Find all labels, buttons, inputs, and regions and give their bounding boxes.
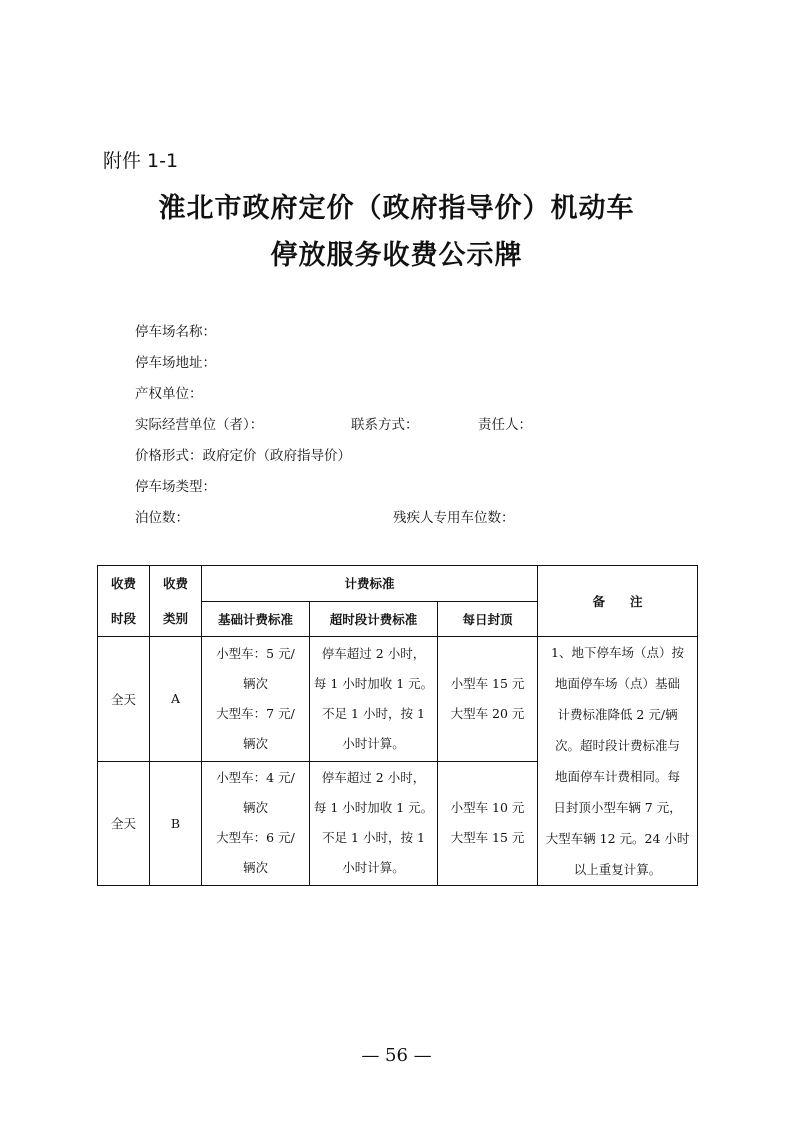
remarks-line-2: 地面停车场（点）基础 [555,676,681,691]
field-lot-address: 停车场地址： [135,355,216,371]
row-b-overtime-line-3: 不足 1 小时，按 1 [322,830,425,846]
header-billing-standard: 计费标准 [202,566,538,602]
row-a-overtime-line-1: 停车超过 2 小时， [321,645,426,661]
row-a-overtime-line-3: 不足 1 小时，按 1 [322,705,425,721]
row-b-overtime-line-1: 停车超过 2 小时， [321,770,426,786]
row-a-base-line-1: 小型车：5 元/ [216,645,295,661]
row-a-cap-line-2: 大型车 20 元 [450,705,525,721]
header-daily-cap: 每日封顶 [438,601,538,637]
row-b-cap-line-2: 大型车 15 元 [450,830,525,846]
header-charge-period [98,566,150,637]
field-responsible: 责任人： [478,417,532,433]
field-lot-name: 停车场名称： [135,324,216,340]
row-b-overtime-line-4: 小时计算。 [342,860,405,876]
page-number: — 56 — [361,1045,432,1066]
header-period-line-1: 收费 [110,576,136,591]
row-a-overtime-line-2: 每 1 小时加收 1 元。 [313,675,434,691]
remarks-line-5: 地面停车计费相同。每 [555,769,681,784]
row-a-base-line-2: 辆次 [242,675,268,691]
row-b-cap [438,761,538,886]
row-b-base-line-2: 辆次 [242,800,268,816]
attachment-label: 附件 1-1 [103,150,179,172]
document-title-line-2: 停放服务收费公示牌 [270,240,523,271]
header-base-standard: 基础计费标准 [202,601,310,637]
field-disabled-spaces: 残疾人专用车位数： [393,510,515,526]
row-a-cap-line-1: 小型车 15 元 [450,675,525,691]
row-a-base-line-4: 辆次 [242,735,268,751]
header-overtime-standard: 超时段计费标准 [310,601,438,637]
row-b-base-line-4: 辆次 [242,860,268,876]
field-berths: 泊位数： [135,510,189,526]
row-b-cap-line-1: 小型车 10 元 [450,800,525,816]
remarks-line-1: 1、地下停车场（点）按 [551,645,684,660]
remarks-line-8: 以上重复计算。 [573,862,662,877]
row-b-category: B [150,761,202,886]
remarks-cell [538,637,698,886]
remarks-line-7: 大型车辆 12 元。24 小时 [545,831,690,846]
row-b-overtime-line-2: 每 1 小时加收 1 元。 [313,800,434,816]
row-b-overtime [310,761,438,886]
header-category-line-1: 收费 [162,576,188,591]
row-a-base-line-3: 大型车：7 元/ [216,705,295,721]
row-a-category: A [150,637,202,762]
row-b-base-line-3: 大型车：6 元/ [216,830,295,846]
remarks-line-4: 次。超时段计费标准与 [555,738,681,753]
field-owner: 产权单位： [135,386,203,402]
header-period-line-2: 时段 [110,611,136,626]
header-remarks: 备 注 [538,566,698,637]
field-operator: 实际经营单位（者）： [135,417,264,433]
document-title-line-1: 淮北市政府定价（政府指导价）机动车 [158,193,635,224]
field-lot-type: 停车场类型： [135,479,216,495]
row-a-period: 全天 [98,637,150,762]
header-charge-category [150,566,202,637]
row-b-base [202,761,310,886]
row-a-base [202,637,310,762]
fee-table [97,565,698,886]
row-b-period: 全天 [98,761,150,886]
row-a-overtime [310,637,438,762]
row-a-cap [438,637,538,762]
remarks-line-3: 计费标准降低 2 元/辆 [557,707,678,722]
row-a-overtime-line-4: 小时计算。 [342,735,405,751]
remarks-line-6: 日封顶小型车辆 7 元， [553,800,682,815]
header-category-line-2: 类别 [162,611,188,626]
field-price-form: 价格形式：政府定价（政府指导价） [135,448,351,464]
field-contact: 联系方式： [351,417,419,433]
row-b-base-line-1: 小型车：4 元/ [216,770,295,786]
